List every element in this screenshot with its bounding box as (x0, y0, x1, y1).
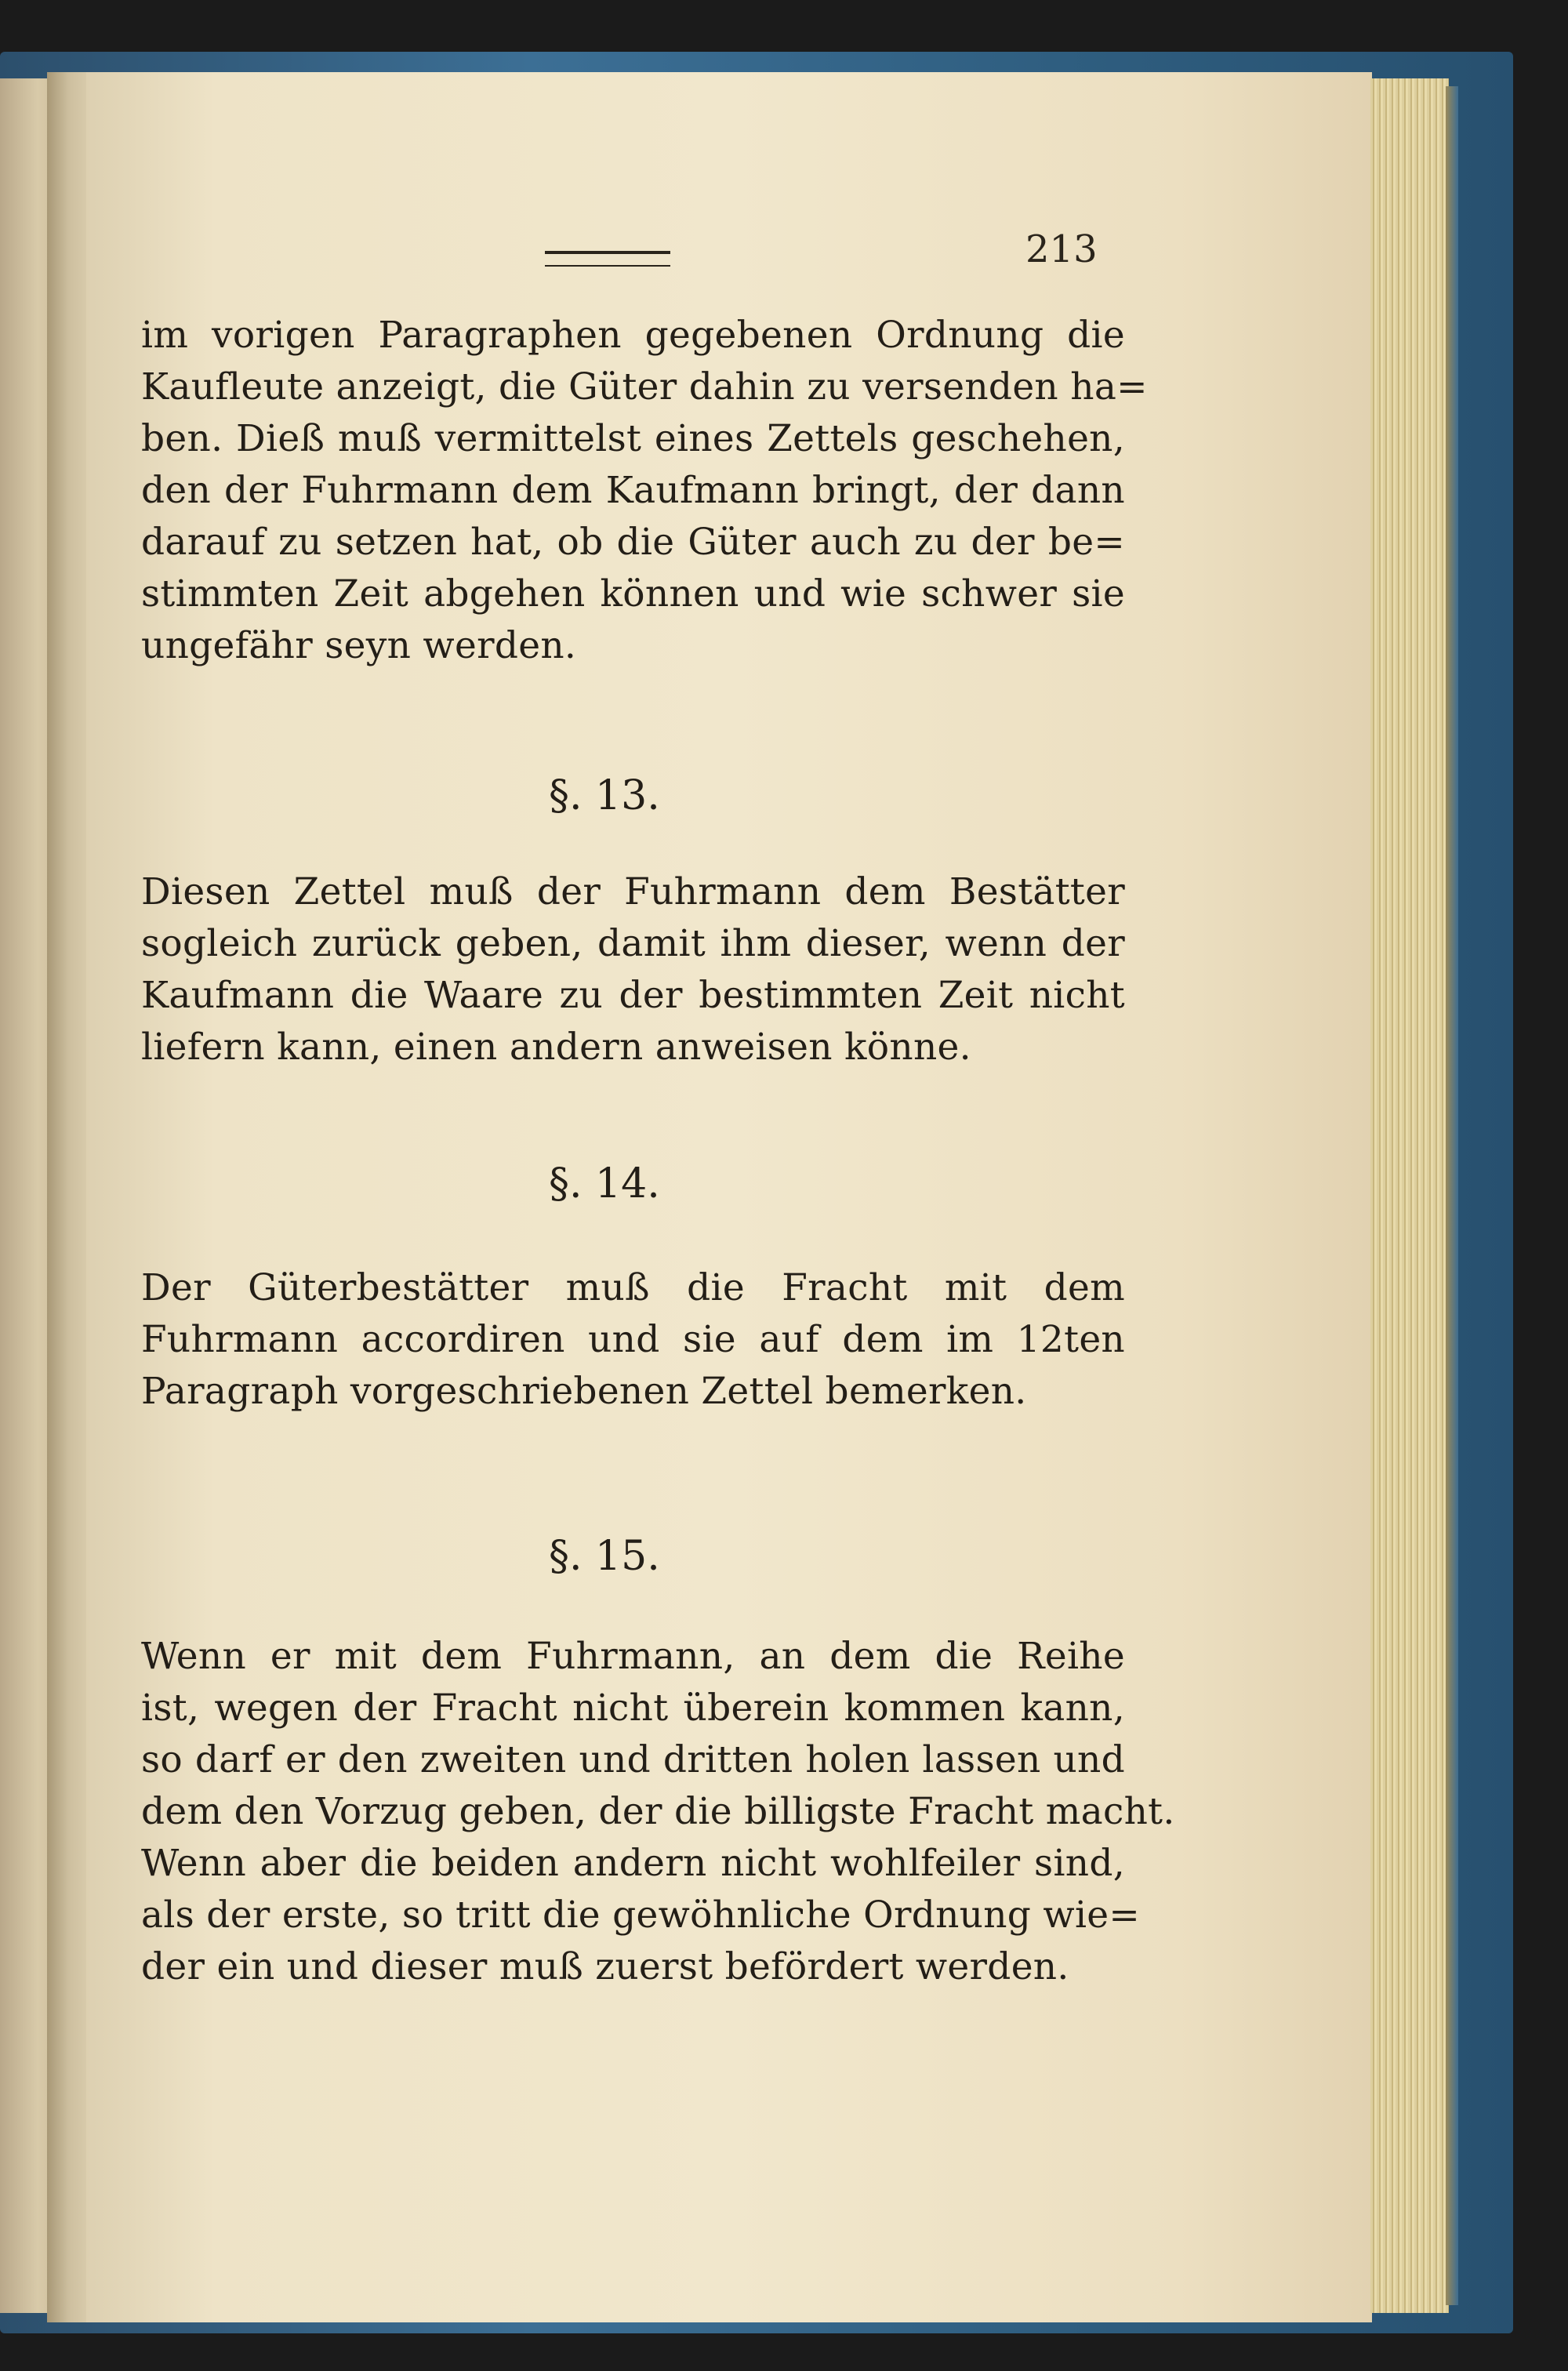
text-line: der ein und dieser muß zuerst befördert werden. (141, 1945, 1069, 1988)
page-edges (1370, 78, 1449, 2313)
paragraph-3 (141, 1262, 1125, 1418)
text-line: Diesen Zettel muß der Fuhrmann dem Bestätter (141, 870, 1125, 913)
paragraph-1 (141, 310, 1148, 672)
text-line: darauf zu setzen hat, ob die Güter auch zu der be= (141, 521, 1125, 564)
text-line: Kaufleute anzeigt, die Güter dahin zu versenden ha= (141, 365, 1148, 408)
text-line: als der erste, so tritt die gewöhnliche Ordnung wie= (141, 1894, 1141, 1937)
text-line: ist, wegen der Fracht nicht überein kommen kann, (141, 1687, 1125, 1730)
text-line: Wenn er mit dem Fuhrmann, an dem die Reihe (141, 1635, 1125, 1678)
text-line: ben. Dieß muß vermittelst eines Zettels geschehen, (141, 417, 1125, 460)
text-line: ungefähr seyn werden. (141, 624, 577, 667)
text-line: im vorigen Paragraphen gegebenen Ordnung die (141, 314, 1125, 357)
paragraph-2 (141, 866, 1125, 1073)
page-edges-shadow (1446, 86, 1458, 2305)
section-heading-13: §. 13. (549, 772, 660, 819)
section-heading-14: §. 14. (549, 1160, 660, 1207)
text-line: stimmten Zeit abgehen können und wie schwer sie (141, 572, 1125, 615)
text-line: sogleich zurück geben, damit ihm dieser, wenn der (141, 922, 1125, 965)
text-line: so darf er den zweiten und dritten holen lassen und (141, 1738, 1125, 1781)
section-heading-15: §. 15. (549, 1533, 660, 1580)
text-line: Der Güterbestätter muß die Fracht mit dem (141, 1266, 1125, 1309)
header-rule (545, 251, 670, 267)
paragraph-4 (141, 1631, 1175, 1993)
text-line: Paragraph vorgeschriebenen Zettel bemerken. (141, 1370, 1027, 1413)
text-line: Fuhrmann accordiren und sie auf dem im 12ten (141, 1318, 1125, 1361)
text-line: liefern kann, einen andern anweisen könne. (141, 1026, 971, 1069)
text-line: den der Fuhrmann dem Kaufmann bringt, der dann (141, 469, 1125, 512)
page-number: 213 (1025, 227, 1098, 271)
text-line: Kaufmann die Waare zu der bestimmten Zeit nicht (141, 974, 1125, 1017)
text-line: dem den Vorzug geben, der die billigste Fracht macht. (141, 1790, 1175, 1833)
text-line: Wenn aber die beiden andern nicht wohlfeiler sind, (141, 1842, 1125, 1885)
